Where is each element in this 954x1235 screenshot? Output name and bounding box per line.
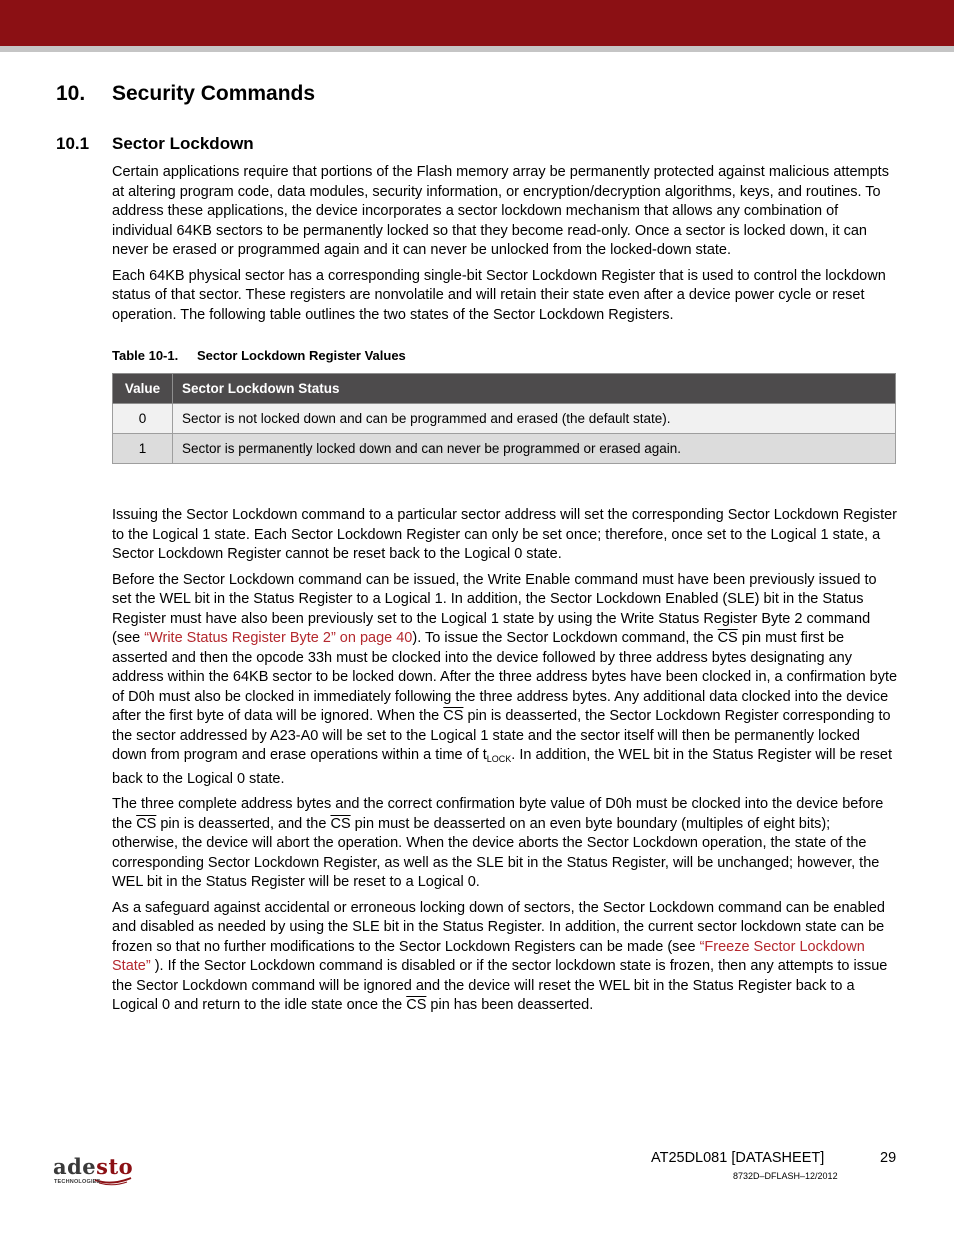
text-run: Before the Sector Lockdown command can be issued, the Write Enable command must have been previously issued to set the WEL bit in the Status Register to a Logical 1. In addition, the Sector Lockdown Enabled (SLE) bit in the Status Register must have also been previously set to the Logical 1 state by using the Write Status Register Byte 2 command (see (112, 571, 877, 646)
tlock-subscript: LOCK (486, 754, 512, 764)
table-caption-title: Sector Lockdown Register Values (197, 348, 406, 363)
text-run: The three complete address bytes and the correct confirmation byte value of D0h must be clocked into the device before the (112, 796, 884, 832)
text-run: pin must be deasserted on an even byte boundary (multiples of eight bits); otherwise, the device will abort the operation. When the device aborts the Sector Lockdown operation, the state of the corresponding Sector Lockdown Register, as well as the SLE bit in the Status Register, will be unchanged; however, the WEL bit in the Status Register will be reset to a Logical 0. (112, 815, 880, 890)
table-header-value: Value (113, 374, 173, 404)
paragraph-5 (112, 795, 898, 893)
text-run: pin is deasserted, and the (156, 815, 331, 832)
table-cell-status: Sector is not locked down and can be programmed and erased (the default state). (173, 404, 896, 434)
text-run: ). To issue the Sector Lockdown command, the (412, 630, 718, 646)
paragraph-6 (112, 899, 898, 1016)
table-cell-value: 1 (113, 434, 173, 464)
paragraph-4 (112, 571, 898, 790)
lockdown-register-table (112, 373, 896, 464)
xref-write-status-register-link[interactable]: “Write Status Register Byte 2” on page 40 (144, 630, 413, 646)
paragraph-intro-1: Certain applications require that portions of the Flash memory array be permanently protected against malicious attempts at altering program code, data modules, security information, or encryption/decryption algorithms, keys, and routines. To address these applications, the device incorporates a sector lockdown mechanism that allows any combination of individual 64KB sectors to be permanently locked so that they become read-only. Once a sector is locked down, it can never be erased or programmed again and it can never be unlocked from the locked-down state. (112, 164, 889, 258)
main-text (112, 506, 898, 1022)
cs-signal: $\overline{CS}$ (443, 708, 464, 724)
text-run: pin is deasserted, the Sector Lockdown Register corresponding to the sector addressed by A23-A0 will be set to the Logical 1 state and the sector itself will then be permanently locked down from program and erase operations within a time of t (112, 708, 891, 763)
header-band (0, 0, 954, 46)
cs-signal: $\overline{CS}$ (406, 997, 427, 1013)
table-row (113, 404, 896, 434)
table-header-row (113, 374, 896, 404)
text-run: . In addition, the WEL bit in the Status Register will be reset back to the Logical 0 state. (112, 747, 892, 787)
table-header-status: Sector Lockdown Status (173, 374, 896, 404)
intro-text (112, 163, 898, 331)
subsection-number: 10.1 (56, 134, 90, 153)
text-run: ). If the Sector Lockdown command is disabled or if the sector lockdown state is frozen, then any attempts to issue the Sector Lockdown command will be ignored and the device will reset the WEL bit in the Status Register back to a Logical 0 and return to the idle state once the (112, 958, 888, 1013)
paragraph-3: Issuing the Sector Lockdown command to a particular sector address will set the corresponding Sector Lockdown Register to the Logical 1 state. Each Sector Lockdown Register can only be set once; therefore, once set to the Logical 1 state, a Sector Lockdown Register cannot be reset back to the Logical 0 state. (112, 507, 898, 562)
logo-word-part: sto (96, 1154, 134, 1179)
text-run: pin has been deasserted. (426, 997, 594, 1013)
footer-doc-title: AT25DL081 [DATASHEET] (651, 1150, 825, 1166)
table-caption (112, 348, 406, 363)
xref-freeze-sector-lockdown-link[interactable]: “Freeze Sector Lockdown State” (112, 938, 865, 974)
table-cell-status: Sector is permanently locked down and can never be programmed or erased again. (173, 434, 896, 464)
text-run: As a safeguard against accidental or erroneous locking down of sectors, the Sector Lockdown command can be enabled and disabled as needed by using the SLE bit in the Status Register. In addition, the current sector lockdown state can be frozen so that no further modifications to the Sector Lockdown Registers can be made (see (112, 899, 885, 955)
subsection-title: Sector Lockdown (112, 134, 254, 153)
section-heading (56, 82, 315, 106)
adesto-logo (53, 1154, 143, 1188)
paragraph-intro-2: Each 64KB physical sector has a corresponding single-bit Sector Lockdown Register that is used to control the lockdown status of that sector. These registers are nonvolatile and will retain their state even after a device power cycle or reset operation. The following table outlines the two states of the Sector Lockdown Registers. (112, 267, 886, 323)
table-caption-number: Table 10-1. (112, 348, 179, 363)
footer-doc-number: 8732D–DFLASH–12/2012 (733, 1171, 838, 1181)
cs-signal: $\overline{CS}$ (330, 815, 351, 832)
section-title: Security Commands (112, 82, 316, 105)
logo-tagline: TECHNOLOGIES (54, 1179, 101, 1185)
table-cell-value: 0 (113, 404, 173, 434)
header-divider (0, 46, 954, 52)
subsection-heading (56, 134, 254, 154)
text-run: pin must first be asserted and then the opcode 33h must be clocked into the device followed by three address bytes designating any address within the 64KB sector to be locked down. After the three address bytes have been clocked in, a confirmation byte of D0h must also be clocked in immediately following the three address bytes. Any additional data clocked into the device after the first byte of data will be ignored. When the (112, 630, 898, 724)
cs-signal: $\overline{CS}$ (136, 815, 157, 832)
footer-page-number: 29 (880, 1150, 897, 1166)
section-number: 10. (56, 82, 86, 105)
logo-word-part: ade (53, 1154, 97, 1179)
table-row (113, 434, 896, 464)
cs-signal: $\overline{CS}$ (717, 630, 738, 646)
